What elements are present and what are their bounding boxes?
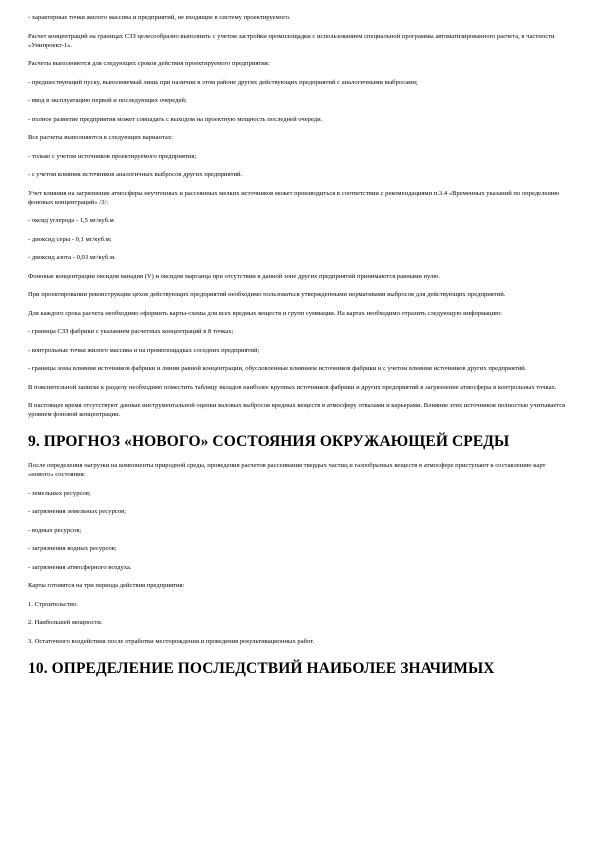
paragraph: После определения нагрузки на компоненты природной среды, проведения расчетов рассеивания твердых частиц и газообразных веществ в атмосфере приступают к составлению карт «нового» состояния: <box>28 462 546 478</box>
paragraph: В пояснительной записке к разделу необходимо поместить таблицу вкладов наиболее крупных источников фабрики и других предприятий в загрязнение атмосферы в контрольных точках. <box>28 383 557 391</box>
list-item: 3. Остаточного воздействия после отработки месторождения и проведения рекультивационных работ. <box>28 637 315 645</box>
list-item: - оксид углерода - 1,5 мг/куб.м <box>28 217 114 224</box>
list-item: - предшествующий пуску, выполняемый лишь при наличии в этом районе других действующих предприятий с аналогичными выбросами; <box>28 78 418 86</box>
list-item: - ввод в эксплуатацию первой и последующих очередей; <box>28 97 187 104</box>
section-block-2 <box>28 461 567 646</box>
paragraph: При проектировании реконструкции цехов действующих предприятий необходимо пользоваться утвержденными нормативами выбросов для действующих предприятий. <box>28 291 506 298</box>
list-item: - загрязнения водных ресурсов; <box>28 545 117 552</box>
section-heading-9: 9. ПРОГНОЗ «НОВОГО» СОСТОЯНИЯ ОКРУЖАЮЩЕЙ СРЕДЫ <box>28 433 510 450</box>
list-item: - границы зоны влияния источников фабрики и линии равной концентрации, обусловленные влиянием источников фабрики и с учетом влияния источников других предприятий. <box>28 365 527 372</box>
list-item: - полное развитие предприятия может совпадать с выходом на проектную мощность последней очереди. <box>28 115 323 123</box>
section-heading-10: 10. ОПРЕДЕЛЕНИЕ ПОСЛЕДСТВИЙ НАИБОЛЕЕ ЗНАЧИМЫХ <box>28 659 495 677</box>
list-item: - земельных ресурсов; <box>28 489 91 497</box>
list-item: - загрязнения земельных ресурсов; <box>28 508 127 515</box>
paragraph: Все расчеты выполняются в следующих вариантах: <box>28 134 173 141</box>
paragraph: - характерные точки жилого массива и предприятий, не входящие в систему проектируемого. <box>28 14 291 21</box>
section-block-1 <box>28 13 567 419</box>
list-item: - диоксид серы - 0,1 мг/куб.м; <box>28 235 112 243</box>
paragraph: Расчеты выполняются для следующих сроков действия проектируемого предприятия: <box>28 60 270 67</box>
list-item: - загрязнения атмосферного воздуха. <box>28 563 132 571</box>
list-item: - с учетом влияния источников аналогичных выбросов других предприятий. <box>28 171 243 178</box>
paragraph: Для каждого срока расчета необходимо оформить карты-схемы для всех вредных веществ и групп суммации. На картах необходимо отразить следующую информацию: <box>28 309 502 317</box>
paragraph: Карты готовятся на три периода действия предприятия: <box>28 582 185 589</box>
list-item: - только с учетом источников проектируемого предприятия; <box>28 152 197 160</box>
paragraph: Учет влияния на загрязнение атмосферы неучтенных и рассеянных мелких источников может производиться в соответствии с рекомендациями п.3.4 «Временных указаний по определению фоновых концентраций» /3/: <box>28 189 560 206</box>
list-item: - диоксид азота - 0,03 мг/куб.м. <box>28 254 116 261</box>
paragraph: Фоновые концентрации оксидов ванадия (V) и оксидов марганца при отсутствии в данной зоне других предприятий принимаются равными нулю. <box>28 272 440 280</box>
list-item: - водных ресурсов; <box>28 526 82 534</box>
list-item: - контрольные точки жилого массива и на промплощадках соседних предприятий; <box>28 346 260 354</box>
list-item: 1. Строительство. <box>28 600 78 608</box>
list-item: 2. Наибольшей мощности. <box>28 619 103 626</box>
paragraph: В настоящее время отсутствуют данные инструментальной оценки валовых выбросов вредных веществ в атмосферу отвалами и карьерами. Влияние этих источников полностью учитывается уровнем фоновой концентрации. <box>28 402 566 418</box>
list-item: - границы СЗЗ фабрики с указанием расчетных концентраций в 8 точках; <box>28 328 234 335</box>
paragraph: Расчет концентраций на границах СЗЗ целесообразно выполнить с учетом застройки промплощадки с использованием специальной программы автоматизированного расчета, в частности «Унипроект-1». <box>28 32 555 49</box>
